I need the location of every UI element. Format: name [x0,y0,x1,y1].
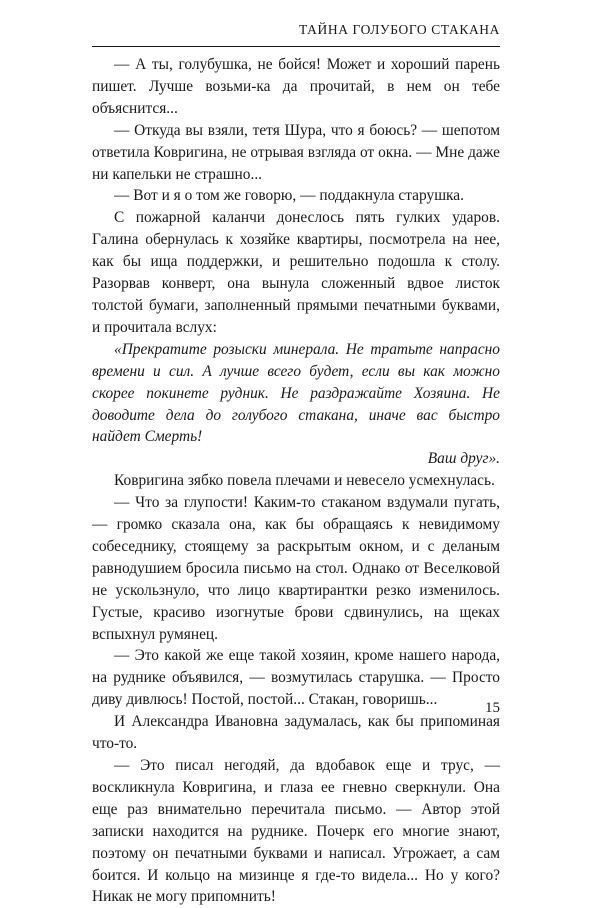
page-number: 15 [485,700,500,716]
paragraph: Ковригина зябко повела плечами и невесело усмехнулась. [114,472,495,490]
paragraph: — Это писал негодяй, да вдобавок еще и трус, — воскликнула Ковригина, и глаза ее гневно сверкнули. Она еще раз внимательно перечитала письмо. — Автор этой записки находится на руднике. Почерк его многие знают, поэтому он печатными буквами и написал. Угрожает, а сам боится. И кольцо на мизинце я где-то видела... Но у кого? Никак не могу припомнить! [92,757,500,906]
paragraph: — Вот и я о том же говорю, — поддакнула старушка. [114,187,464,205]
paragraph: — Это какой же еще такой хозяин, кроме нашего народа, на руднике объявился, — возмутилась старушка. — Просто диву дивлюсь! Постой, постой... Стакан, говоришь... [92,647,500,709]
header-rule [92,46,500,47]
paragraph: С пожарной каланчи донеслось пять гулких ударов. Галина обернулась к хозяйке квартиры, посмотрела на нее, как бы ища поддержки, и решительно подошла к столу. Разорвав конверт, она вынула сложенный вдвое листок толстой бумаги, заполненный прямыми печатными буквами, и прочитала вслух: [92,209,500,336]
letter-signature: Ваш друг». [427,450,500,468]
body-text [92,54,500,908]
paragraph: — А ты, голубушка, не бойся! Может и хороший парень пишет. Лучше возьми-ка да прочитай, в нем он тебе объяснится... [92,56,500,117]
paragraph: — Откуда вы взяли, тетя Шура, что я боюсь? — шепотом ответила Ковригина, не отрывая взгляда от окна. — Мне даже ни капельки не страшно... [92,121,500,183]
paragraph: И Александра Ивановна задумалась, как бы припоминая что-то. [92,713,500,753]
letter-text: «Прекратите розыски минерала. Не тратьте напрасно времени и сил. А лучше всего будет, если вы как можно скорее покинете рудник. Не раздражайте Хозяина. Не доводите дела до голубого стакана, иначе вас быстро найдет Смерть! [92,340,500,446]
paragraph: — Что за глупости! Каким-то стаканом вздумали пугать, — громко сказала она, как бы обращаясь к невидимому собеседнику, стоящему за раскрытым окном, и с деланым равнодушием бросила письмо на стол. Однако от Веселковой не ускользнуло, что лицо квартирантки резко изменилось. Густые, красиво изогнутые брови сдвинулись, на щеках вспыхнул румянец. [92,494,500,643]
running-head: ТАЙНА ГОЛУБОГО СТАКАНА [299,22,500,37]
